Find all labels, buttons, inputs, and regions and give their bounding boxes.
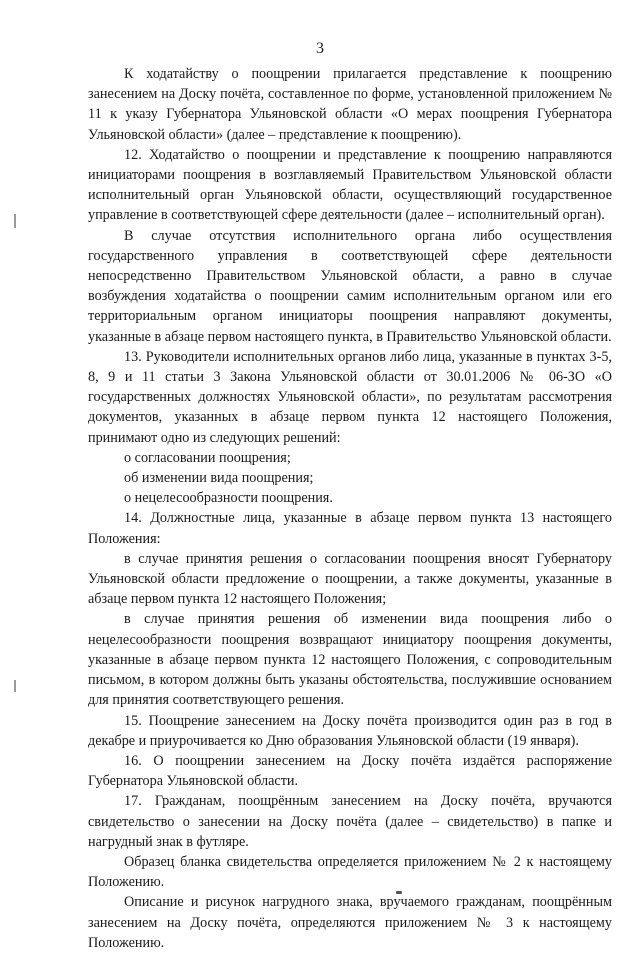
paragraph-17: 17. Гражданам, поощрённым занесением на Доску почёта, вручаются свидетельство о занесении на Доску почёта (далее – свидетельство) в папке и нагрудный знак в футляре. (88, 793, 612, 850)
paragraph-badge-description: Описание и рисунок нагрудного знака, вручаемого гражданам, поощрённым занесением на Доску почёта, определяются приложением № 3 к настоящему Положению. (88, 894, 612, 951)
decision-option: об изменении вида поощрения; (124, 470, 314, 487)
decision-option: о согласовании поощрения; (124, 449, 291, 466)
paragraph-14: 14. Должностные лица, указанные в абзаце первом пункта 13 настоящего Положения: (88, 510, 612, 547)
paragraph-12-absence: В случае отсутствия исполнительного органа либо осуществления государственного управления в соответствующей сфере деятельности непосредственно Правительством Ульяновской области, а равно в случае возбуждения ходатайства о поощрении самим исполнительным органом или его территориальным органом инициаторы поощрения направляют документы, указанные в абзаце первом настоящего пункта, в Правительство Ульяновской области. (88, 227, 612, 345)
page-number: 3 (316, 40, 324, 57)
paragraph-13: 13. Руководители исполнительных органов либо лица, указанные в пунктах 3-5, 8, 9 и 11 статьи 3 Закона Ульяновской области от 30.01.2006 № 06-ЗО «О государственных должностях Ульяновской области», по результатам рассмотрения документов, указанных в абзаце первом пункта 12 настоящего Положения, принимают одно из следующих решений: (88, 348, 612, 446)
paragraph-15: 15. Поощрение занесением на Доску почёта производится один раз в год в декабре и приурочивается ко Дню образования Ульяновской области (19 января). (88, 712, 612, 749)
binding-margin-mark (14, 680, 16, 692)
decision-option: о нецелесообразности поощрения. (124, 490, 333, 507)
paragraph-certificate-form: Образец бланка свидетельства определяется приложением № 2 к настоящему Положению. (88, 853, 612, 891)
paragraph-16: 16. О поощрении занесением на Доску почёта издаётся распоряжение Губернатора Ульяновской области. (88, 752, 612, 790)
paragraph-attachment: К ходатайству о поощрении прилагается представление к поощрению занесением на Доску почёта, составленное по форме, установленной приложением № 11 к указу Губернатора Ульяновской области «О мерах поощрения Губернатора Ульяновской области» (далее – представление к поощрению). (88, 66, 612, 143)
document-body (88, 64, 612, 953)
paragraph-14-approval: в случае принятия решения о согласовании поощрения вносят Губернатору Ульяновской области предложение о поощрении, а также документы, указанные в абзаце первом пункта 12 настоящего Положения; (88, 550, 612, 608)
paragraph-14-change: в случае принятия решения об изменении вида поощрения либо о нецелесообразности поощрения возвращают инициатору поощрения документы, указанные в абзаце первом пункта 12 настоящего Положения, с сопроводительным письмом, в котором должны быть указаны обстоятельства, послужившие основанием для принятия соответствующего решения. (88, 611, 612, 709)
binding-margin-mark (14, 214, 16, 228)
paragraph-12: 12. Ходатайство о поощрении и представление к поощрению направляются инициаторами поощрения в возглавляемый Правительством Ульяновской области исполнительный орган Ульяновской области, осуществляющий государственное управление в соответствующей сфере деятельности (далее – исполнительный орган). (88, 146, 612, 224)
